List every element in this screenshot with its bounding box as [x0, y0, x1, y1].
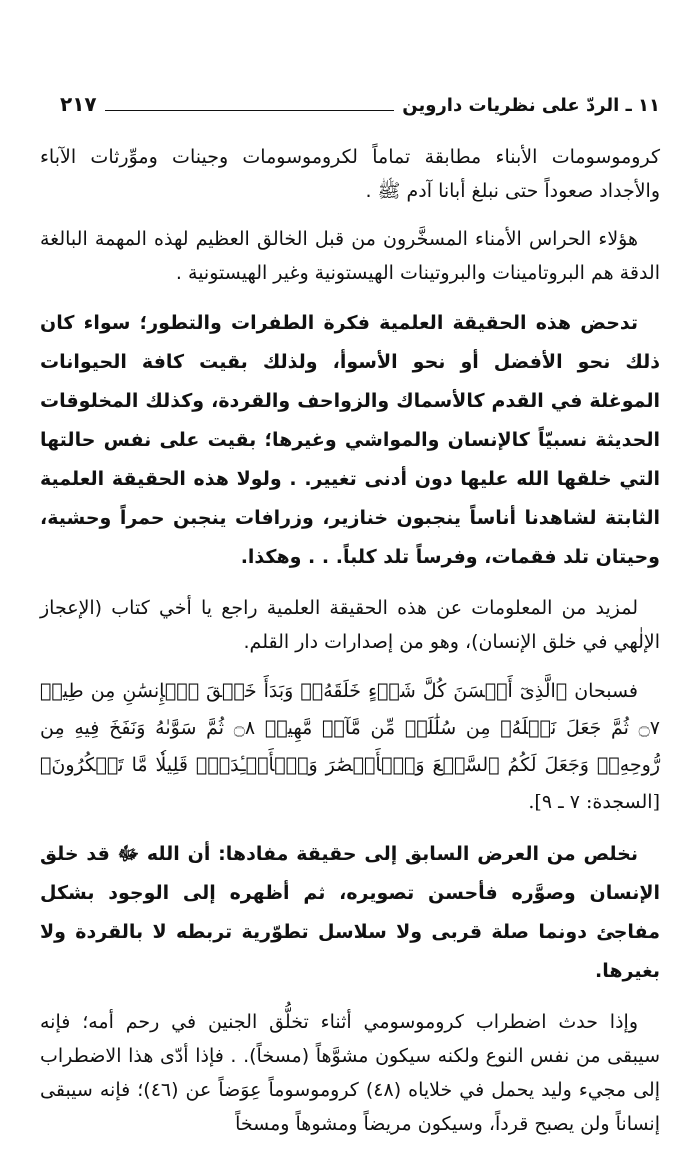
paragraph-guardians: هؤلاء الحراس الأمناء المسخَّرون من قبل الخالق العظيم لهذه المهمة البالغة الدقة هم البروتامينات والبروتينات الهيستونية وغير الهيستونية .: [40, 228, 660, 284]
paragraph-chromosomal-disorder: وإذا حدث اضطراب كروموسومي أثناء تخلُّق الجنين في رحم أمه؛ فإنه سيبقى من نفس النوع ولكنه سيكون مشوَّهاً (مسخاً). . فإذا أدّى هذا الاضطراب إلى مجيء وليد يحمل في خلاياه (٤٨) كروموسوماً عِوَضاً عن (٤٦)؛ فإنه سيبقى إنساناً ولن يصبح قرداً، وسيكون مريضاً ومشوهاً ومسخاً: [40, 1011, 660, 1135]
page-number: ٢١٧: [60, 92, 97, 116]
paragraph-chromosomes: كروموسومات الأبناء مطابقة تماماً لكروموسومات وجينات وموِّرثات الآباء والأجداد صعوداً حتى نبلغ أبانا آدم ﷺ .: [40, 146, 660, 202]
chapter-title: ١١ ـ الردّ على نظريات داروين: [402, 95, 660, 116]
paragraph-reference: لمزيد من المعلومات عن هذه الحقيقة العلمية راجع يا أخي كتاب (الإعجاز الإلٰهي في خلق الإنسان)، وهو من إصدارات دار القلم.: [40, 597, 660, 653]
paragraph-quran-verse: فسبحان ﴿الَّذِىٓ أَحۡسَنَ كُلَّ شَىۡءٍ خَلَقَهُۥۖ وَبَدَأَ خَلۡقَ ٱلۡإِنسَٰنِ مِن طِينٖ ۝٧ ثُمَّ جَعَلَ نَسۡلَهُۥ مِن سُلَٰلَةٖ مِّن مَّآءٖ مَّهِينٖ ۝٨ ثُمَّ سَوَّىٰهُ وَنَفَخَ فِيهِ مِن رُّوحِهِۦۖ وَجَعَلَ لَكُمُ ٱلسَّمۡعَ وَٱلۡأَبۡصَٰرَ وَٱلۡأَفۡـِٔدَةَۚ قَلِيلٗا مَّا تَشۡكُرُونَ﴾ [السجدة: ٧ ـ ٩].: [40, 680, 660, 813]
header-rule: [105, 110, 395, 111]
running-header: [60, 82, 660, 116]
paragraph-conclusion: نخلص من العرض السابق إلى حقيقة مفادها: أن الله ﷻ قد خلق الإنسان وصوَّره فأحسن تصويره، ثم أظهره إلى الوجود بشكل مفاجئ دونما صلة قربى ولا سلاسل تطوّرية تربطه لا بالقردة ولا بغيرها.: [40, 843, 660, 982]
page-body: [40, 140, 660, 1155]
paragraph-refutation: تدحض هذه الحقيقة العلمية فكرة الطفرات والتطور؛ سواء كان ذلك نحو الأفضل أو نحو الأسوأ، ولذلك بقيت كافة الحيوانات الموغلة في القدم كالأسماك والزواحف والقردة، وكذلك المخلوقات الحديثة نسبيّاً كالإنسان والمواشي وغيرها؛ بقيت على نفس حالتها التي خلقها الله عليها دون أدنى تغيير. . ولولا هذه الحقيقة العلمية الثابتة لشاهدنا أناساً ينجبون خنازير، وزرافات ينجبن حمراً وحشية، وحيتان تلد فقمات، وفرساً تلد كلباً. . . وهكذا.: [40, 312, 660, 568]
